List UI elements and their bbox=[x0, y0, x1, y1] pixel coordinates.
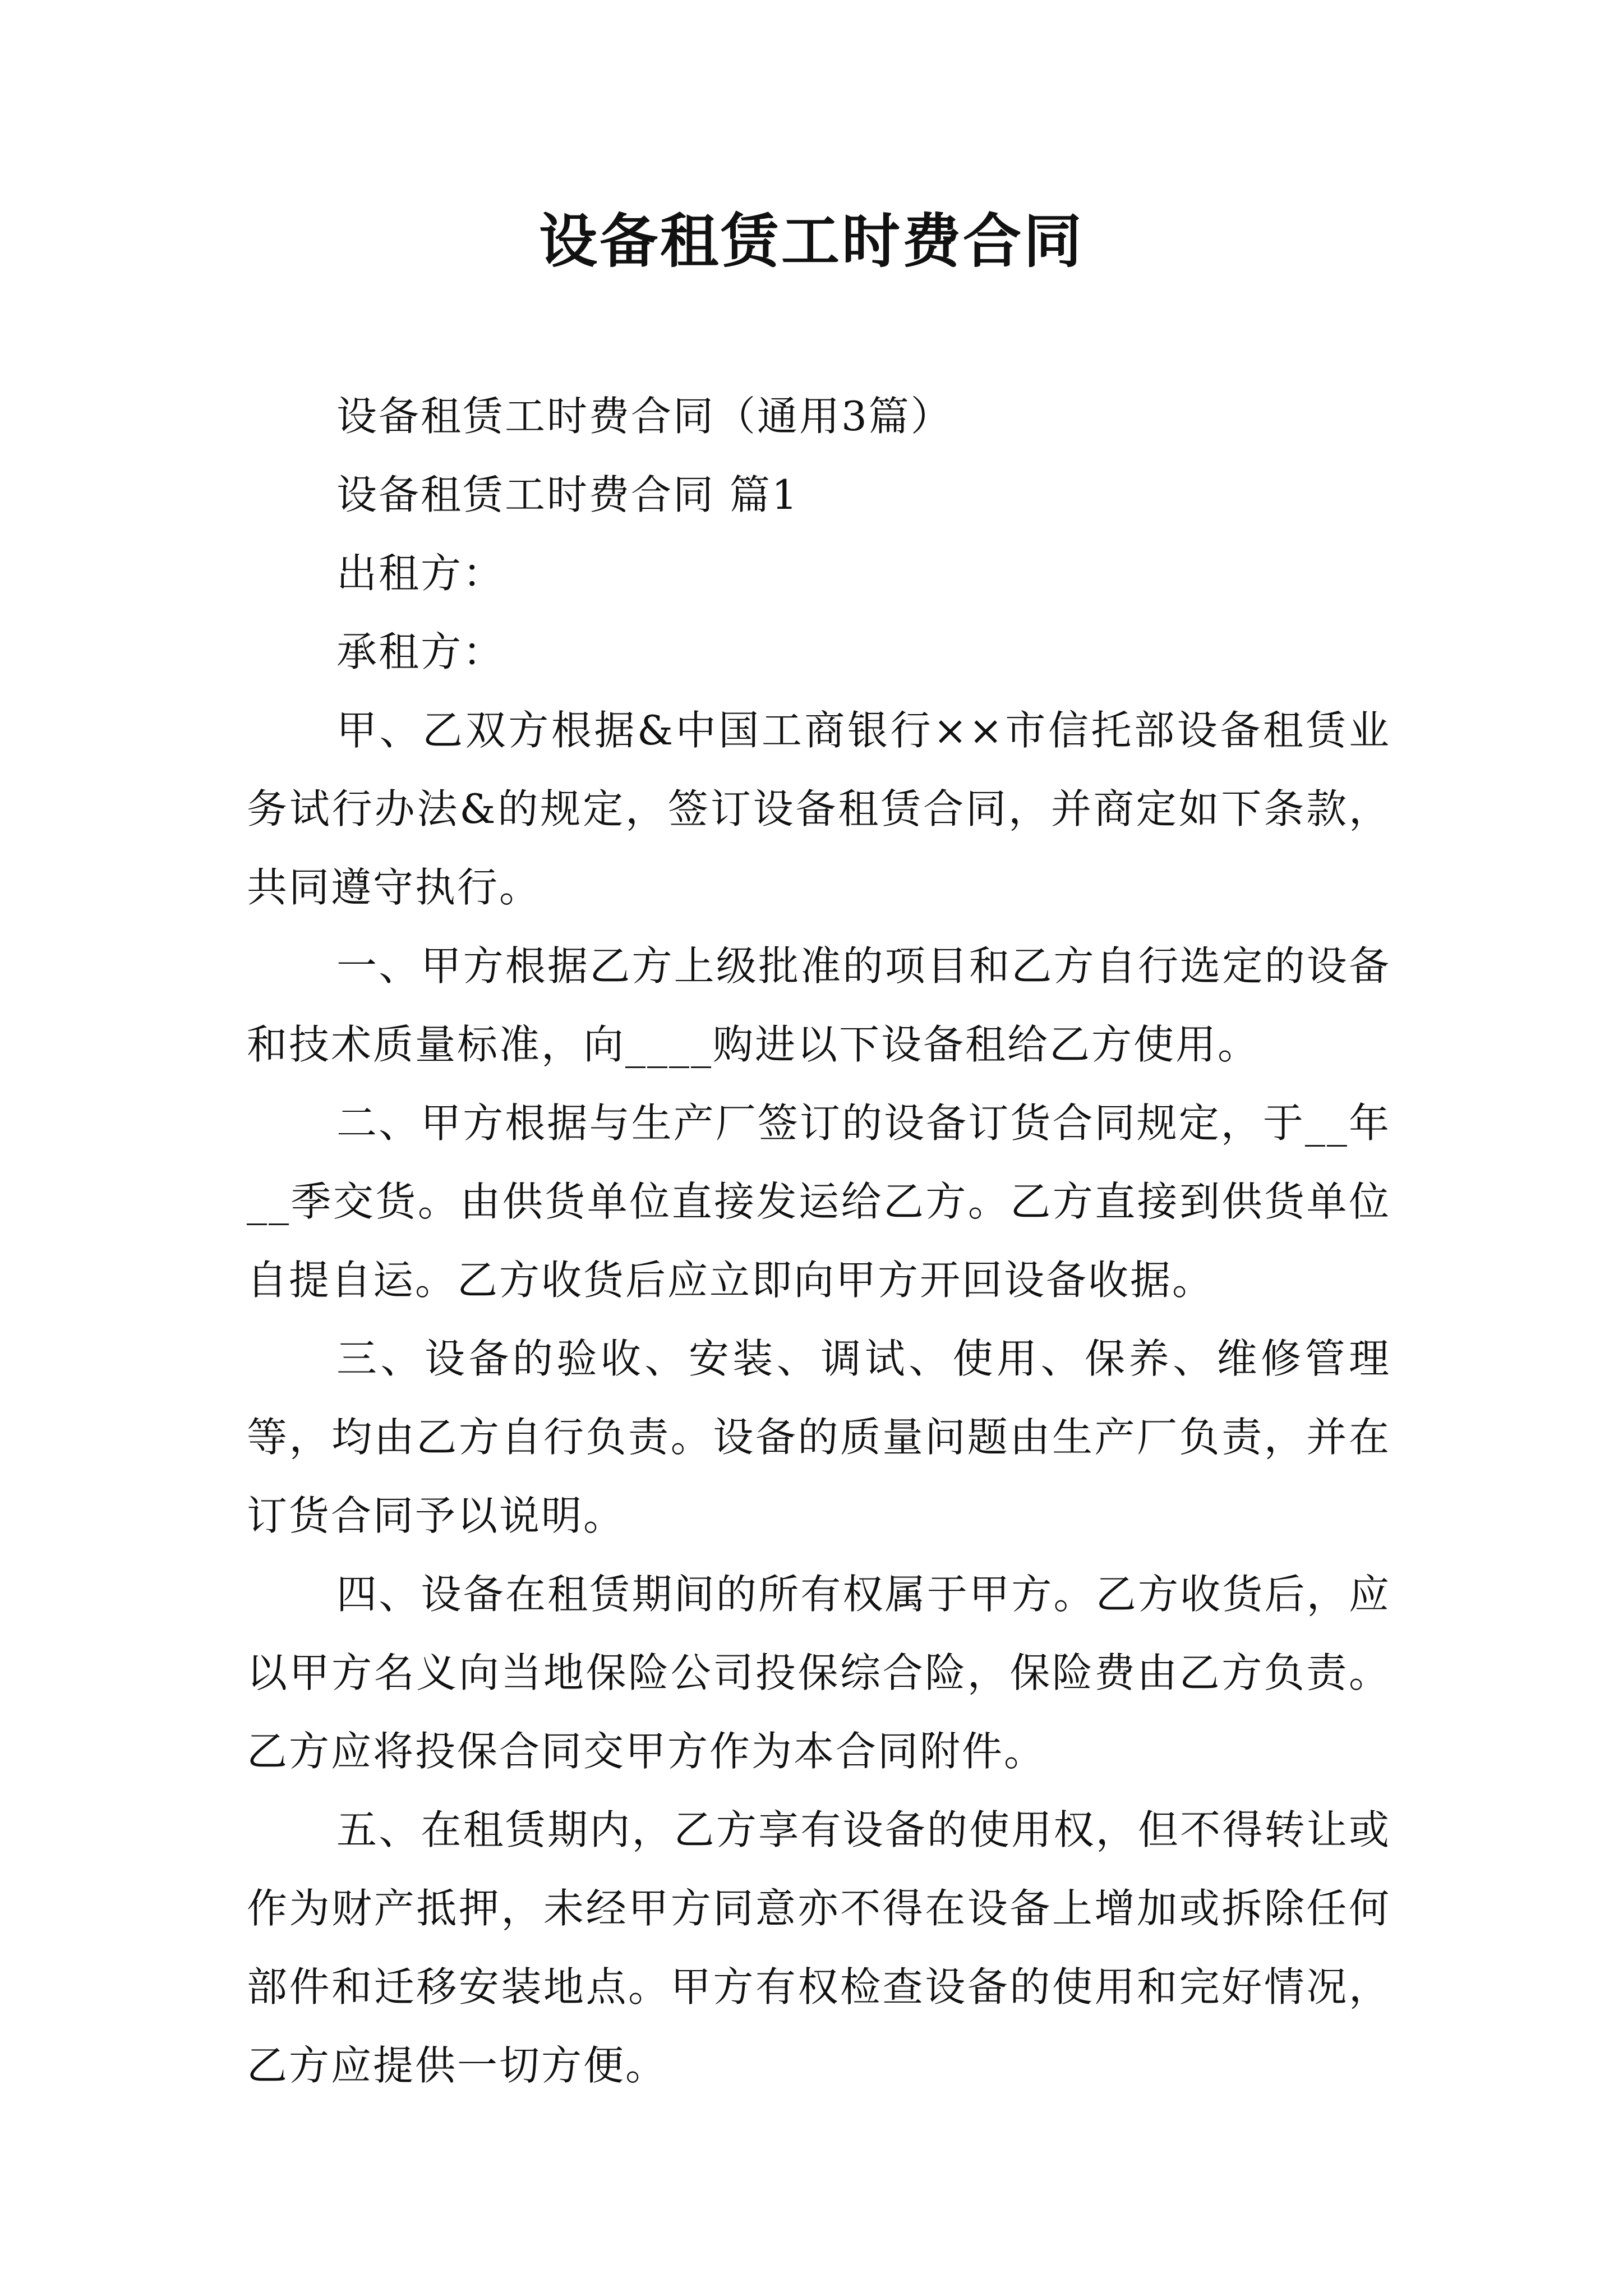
document-body bbox=[247, 377, 1391, 2105]
paragraph-clause-3: 三、设备的验收、安装、调试、使用、保养、维修管理等，均由乙方自行负责。设备的质量问题由生产厂负责，并在订货合同予以说明。 bbox=[247, 1335, 1391, 1539]
document-title: 设备租赁工时费合同 bbox=[538, 206, 1084, 275]
paragraph-lessee: 承租方： bbox=[336, 628, 505, 675]
paragraph-clause-1: 一、甲方根据乙方上级批准的项目和乙方自行选定的设备和技术质量标准，向____购进以下设备租给乙方使用。 bbox=[247, 942, 1391, 1068]
paragraph-clause-2: 二、甲方根据与生产厂签订的设备订货合同规定，于__年__季交货。由供货单位直接发运给乙方。乙方直接到供货单位自提自运。乙方收货后应立即向甲方开回设备收据。 bbox=[247, 1099, 1391, 1304]
paragraph-subtitle: 设备租赁工时费合同（通用3篇） bbox=[336, 393, 953, 440]
paragraph-clause-4: 四、设备在租赁期间的所有权属于甲方。乙方收货后，应以甲方名义向当地保险公司投保综合险，保险费由乙方负责。乙方应将投保合同交甲方作为本合同附件。 bbox=[247, 1571, 1391, 1775]
paragraph-preamble: 甲、乙双方根据&中国工商银行××市信托部设备租赁业务试行办法&的规定，签订设备租赁合同，并商定如下条款，共同遵守执行。 bbox=[247, 707, 1391, 911]
paragraph-clause-5: 五、在租赁期内，乙方享有设备的使用权，但不得转让或作为财产抵押，未经甲方同意亦不得在设备上增加或拆除任何部件和迁移安装地点。甲方有权检查设备的使用和完好情况，乙方应提供一切方便。 bbox=[247, 1806, 1391, 2089]
paragraph-lessor: 出租方： bbox=[336, 550, 505, 597]
paragraph-part-heading: 设备租赁工时费合同 篇1 bbox=[336, 471, 799, 518]
